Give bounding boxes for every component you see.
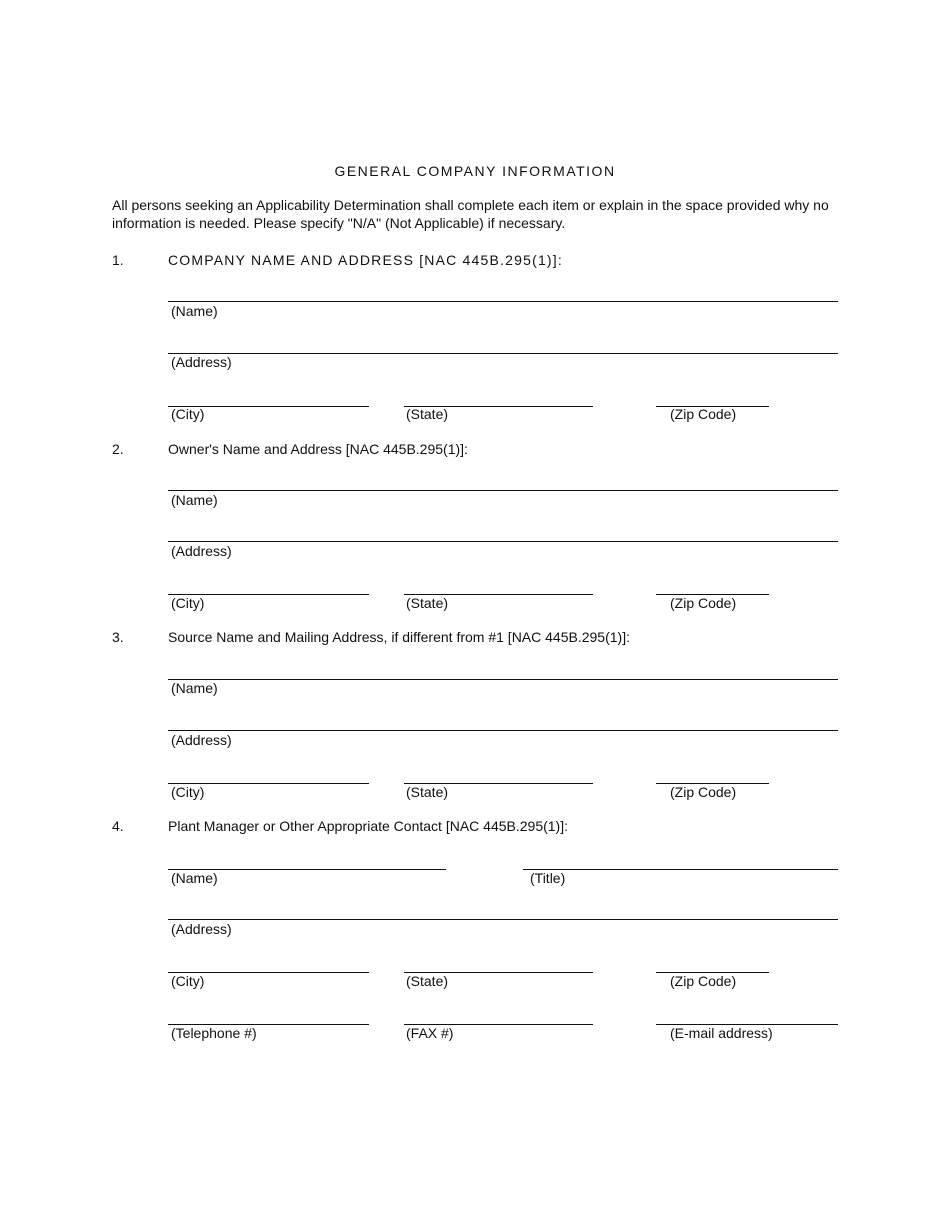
section-1-number: 1. (112, 252, 124, 268)
section-3-heading: Source Name and Mailing Address, if different from #1 [NAC 445B.295(1)]: (168, 629, 630, 645)
s1-city-label: (City) (171, 406, 205, 422)
s3-address-field[interactable] (168, 730, 838, 731)
s1-address-label: (Address) (171, 354, 232, 370)
s3-name-label: (Name) (171, 680, 218, 696)
s4-state-label: (State) (406, 973, 449, 989)
s4-telephone-label: (Telephone #) (171, 1025, 257, 1041)
s1-zip-label: (Zip Code) (670, 406, 737, 422)
s2-name-label: (Name) (171, 492, 218, 508)
s4-title-field[interactable] (523, 869, 838, 870)
s2-address-field[interactable] (168, 541, 838, 542)
s3-state-label: (State) (406, 784, 449, 800)
s2-address-label: (Address) (171, 543, 232, 559)
intro-paragraph: All persons seeking an Applicability Determination shall complete each item or explain in the space provided why no information is needed. Please specify "N/A" (Not Applicable) if necessary. (112, 197, 829, 231)
section-2-number: 2. (112, 441, 124, 457)
s1-state-label: (State) (406, 406, 449, 422)
section-4-number: 4. (112, 818, 124, 834)
s4-city-label: (City) (171, 973, 205, 989)
s4-email-label: (E-mail address) (670, 1025, 773, 1041)
s4-title-label: (Title) (530, 870, 566, 886)
s1-address-field[interactable] (168, 353, 838, 354)
s2-zip-label: (Zip Code) (670, 595, 737, 611)
s2-city-label: (City) (171, 595, 205, 611)
s3-name-field[interactable] (168, 679, 838, 680)
s4-zip-label: (Zip Code) (670, 973, 737, 989)
s3-city-label: (City) (171, 784, 205, 800)
s4-address-field[interactable] (168, 919, 838, 920)
s3-zip-label: (Zip Code) (670, 784, 737, 800)
section-4-heading: Plant Manager or Other Appropriate Contact [NAC 445B.295(1)]: (168, 818, 568, 834)
s3-address-label: (Address) (171, 732, 232, 748)
s1-name-field[interactable] (168, 301, 838, 302)
s4-name-label: (Name) (171, 870, 218, 886)
s1-name-label: (Name) (171, 303, 218, 319)
s4-address-label: (Address) (171, 921, 232, 937)
s2-state-label: (State) (406, 595, 449, 611)
page-title: GENERAL COMPANY INFORMATION (334, 163, 616, 179)
section-3-number: 3. (112, 629, 124, 645)
s4-fax-label: (FAX #) (406, 1025, 454, 1041)
section-2-heading: Owner's Name and Address [NAC 445B.295(1)]: (168, 441, 468, 457)
s2-name-field[interactable] (168, 490, 838, 491)
section-1-heading: COMPANY NAME AND ADDRESS [NAC 445B.295(1)]: (168, 252, 563, 268)
